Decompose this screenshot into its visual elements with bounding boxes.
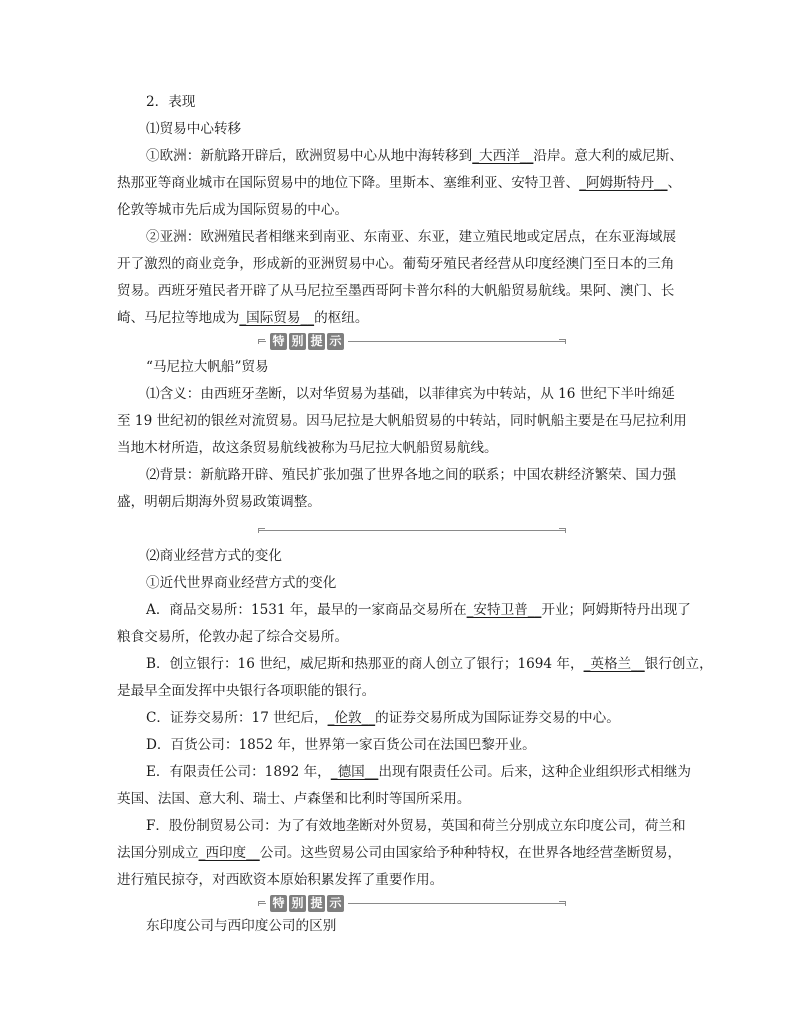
answer-blank: _阿姆斯特丹__	[579, 175, 668, 191]
paragraph-europe-line1: ①欧洲：新航路开辟后，欧洲贸易中心从地中海转移到_大西洋__沿岸。意大利的威尼斯、	[146, 148, 683, 164]
answer-blank: _英格兰__	[583, 656, 645, 672]
paragraph-asia-line4: 崎、马尼拉等地成为_国际贸易__的枢纽。	[117, 310, 369, 326]
paragraph-europe-line3: 伦敦等城市先后成为国际贸易的中心。	[117, 202, 349, 218]
tip-badge-2: 特 别 提 示	[266, 893, 348, 913]
tip-divider-2	[258, 893, 566, 915]
tip-title: “马尼拉大帆船”贸易	[146, 359, 269, 375]
item-f-line2: 法国分别成立_西印度__公司。这些贸易公司由国家给予种种特权，在世界各地经营垄断贸易，	[117, 845, 682, 861]
answer-blank: _国际贸易__	[239, 310, 315, 326]
item-f-line3: 进行殖民掠夺，对西欧资本原始积累发挥了重要作用。	[117, 872, 444, 888]
paragraph-asia-line2: 开了激烈的商业竞争，形成新的亚洲贸易中心。葡萄牙殖民者经营从印度经澳门至日本的三角	[117, 256, 675, 272]
tip-divider	[258, 331, 566, 353]
item-a-line1: A．商品交易所：1531 年，最早的一家商品交易所在_安特卫普__开业；阿姆斯特丹出现了	[146, 602, 691, 618]
tip-p1-line1: ⑴含义：由西班牙垄断，以对华贸易为基础，以菲律宾为中转站，从 16 世纪下半叶绵延	[146, 386, 675, 402]
item-c: C．证券交易所：17 世纪后，_伦敦__的证券交易所成为国际证券交易的中心。	[146, 710, 620, 726]
tip-p1-line2: 至 19 世纪初的银丝对流贸易。因马尼拉是大帆船贸易的中转站，同时帆船主要是在马尼拉利用	[117, 413, 687, 429]
tip2-title: 东印度公司与西印度公司的区别	[146, 918, 337, 934]
item-f-line1: F．股份制贸易公司：为了有效地垄断对外贸易，英国和荷兰分别成立东印度公司，荷兰和	[146, 818, 686, 834]
item-e-line2: 英国、法国、意大利、瑞士、卢森堡和比利时等国所采用。	[117, 791, 471, 807]
paragraph-europe-line2: 热那亚等商业城市在国际贸易中的地位下降。里斯本、塞维利亚、安特卫普、_阿姆斯特丹__、	[117, 175, 682, 191]
tip-divider-end	[258, 520, 566, 542]
item-b-line2: 是最早全面发挥中央银行各项职能的银行。	[117, 683, 376, 699]
item-a-line2: 粮食交易所，伦敦办起了综合交易所。	[117, 629, 349, 645]
paragraph-asia-line3: 贸易。西班牙殖民者开辟了从马尼拉至墨西哥阿卡普尔科的大帆船贸易航线。果阿、澳门、长	[117, 283, 675, 299]
answer-blank: _德国__	[330, 764, 379, 780]
subheading-business: ⑵商业经营方式的变化	[146, 548, 282, 564]
heading: 2．表现	[146, 94, 196, 110]
answer-blank: _大西洋__	[472, 148, 534, 164]
paragraph-asia-line1: ②亚洲：欧洲殖民者相继来到南亚、东南亚、东亚，建立殖民地或定居点，在东亚海域展	[146, 229, 677, 245]
tip-p2-line1: ⑵背景：新航路开辟、殖民扩张加强了世界各地之间的联系；中国农耕经济繁荣、国力强	[146, 467, 677, 483]
tip-badge: 特 别 提 示	[266, 331, 348, 351]
item-d: D．百货公司：1852 年，世界第一家百货公司在法国巴黎开业。	[146, 737, 536, 753]
tip-p2-line2: 盛，明朝后期海外贸易政策调整。	[117, 494, 321, 510]
answer-blank: _安特卫普__	[466, 602, 542, 618]
answer-blank: _西印度__	[198, 845, 260, 861]
subheading-trade-center: ⑴贸易中心转移	[146, 121, 242, 137]
subheading-business-1: ①近代世界商业经营方式的变化	[146, 575, 337, 591]
item-e-line1: E．有限责任公司：1892 年，_德国__出现有限责任公司。后来，这种企业组织形式相继为	[146, 764, 692, 780]
answer-blank: _伦敦__	[327, 710, 376, 726]
tip-p1-line3: 当地木材所造，故这条贸易航线被称为马尼拉大帆船贸易航线。	[117, 440, 498, 456]
item-b-line1: B．创立银行：16 世纪，威尼斯和热那亚的商人创立了银行；1694 年，_英格兰__银行创立，	[146, 656, 713, 672]
